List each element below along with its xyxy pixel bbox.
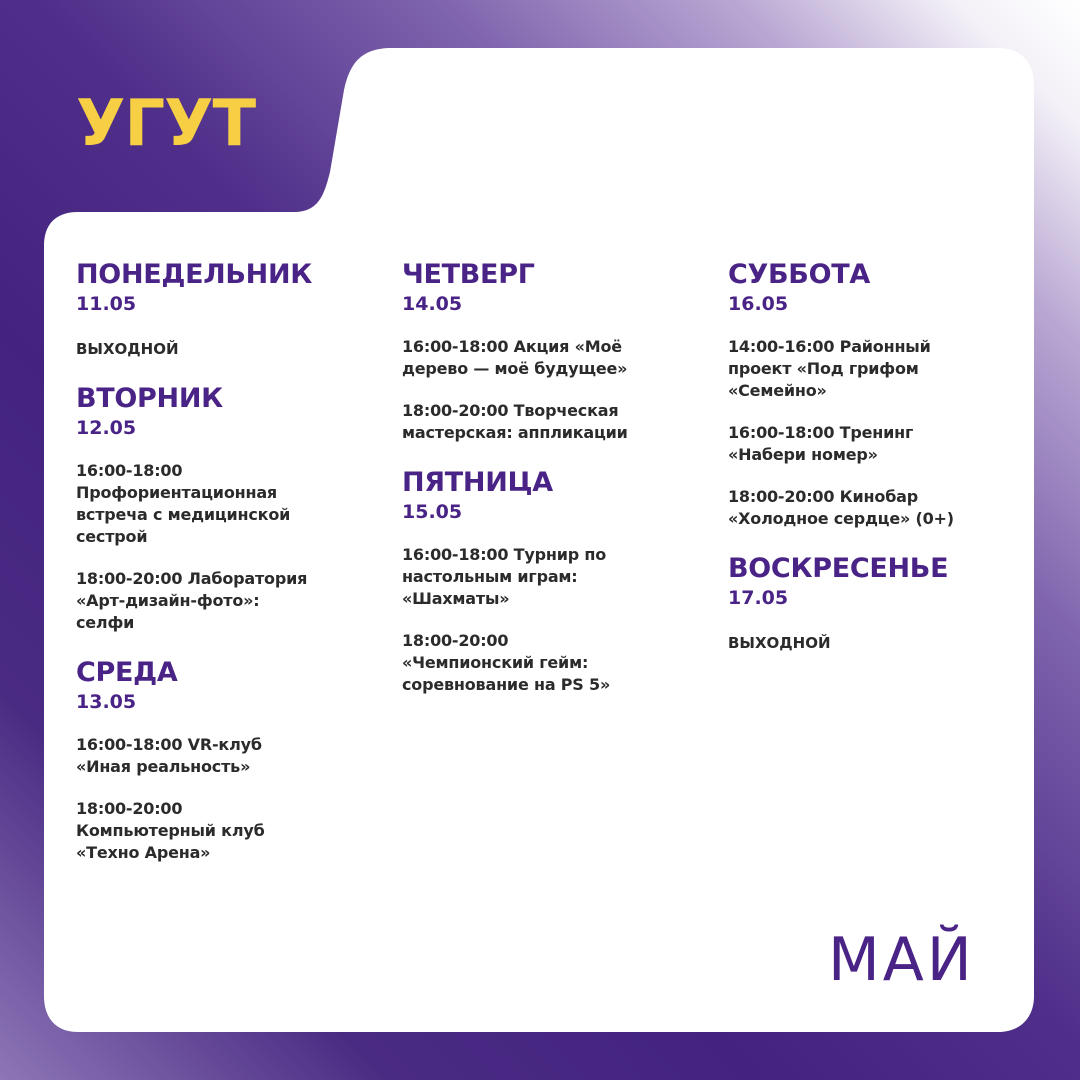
- event-item: [728, 486, 1028, 530]
- event-line: «Шахматы»: [402, 589, 510, 608]
- event-line: 16:00-18:00 Тренинг: [728, 423, 914, 442]
- event-line: селфи: [76, 613, 135, 632]
- day-name: ЧЕТВЕРГ: [402, 259, 535, 290]
- event-line: настольным играм:: [402, 567, 578, 586]
- schedule-column-3: [728, 258, 1028, 676]
- event-line: 16:00-18:00 Турнир по: [402, 545, 607, 564]
- event-line: «Набери номер»: [728, 445, 878, 464]
- day-off-label: ВЫХОДНОЙ: [76, 340, 179, 358]
- day-block: [76, 656, 376, 864]
- event-line: «Холодное сердце» (0+): [728, 509, 954, 528]
- day-date: 12.05: [76, 417, 137, 439]
- event-line: «Иная реальность»: [76, 757, 251, 776]
- day-date: 17.05: [728, 587, 789, 609]
- event-line: мастерская: аппликации: [402, 423, 628, 442]
- page-title: УГУТ: [76, 87, 256, 161]
- event-line: 18:00-20:00 Творческая: [402, 401, 619, 420]
- day-off-label: ВЫХОДНОЙ: [728, 634, 831, 652]
- day-block: [76, 382, 376, 634]
- event-line: 16:00-18:00: [76, 461, 183, 480]
- day-block: [728, 258, 1028, 530]
- day-block: [402, 466, 702, 696]
- event-item: [76, 568, 376, 634]
- event-line: 14:00-16:00 Районный: [728, 337, 931, 356]
- event-line: дерево — моё будущее»: [402, 359, 628, 378]
- event-line: 16:00-18:00 Акция «Моё: [402, 337, 622, 356]
- event-line: сестрой: [76, 527, 148, 546]
- day-block: [76, 258, 376, 360]
- schedule-column-1: [76, 258, 376, 886]
- event-line: «Техно Арена»: [76, 843, 211, 862]
- day-block: [402, 258, 702, 444]
- day-date: 15.05: [402, 501, 463, 523]
- event-line: «Семейно»: [728, 381, 827, 400]
- event-line: 16:00-18:00 VR-клуб: [76, 735, 262, 754]
- day-name: ПОНЕДЕЛЬНИК: [76, 259, 313, 290]
- event-line: соревнование на PS 5»: [402, 675, 611, 694]
- event-line: проект «Под грифом: [728, 359, 919, 378]
- day-name: ВТОРНИК: [76, 383, 223, 414]
- day-name: СРЕДА: [76, 657, 178, 688]
- day-date: 11.05: [76, 293, 137, 315]
- day-name: СУББОТА: [728, 259, 870, 290]
- event-line: 18:00-20:00 Кинобар: [728, 487, 919, 506]
- event-item: [76, 798, 376, 864]
- schedule-column-2: [402, 258, 702, 718]
- event-line: Компьютерный клуб: [76, 821, 265, 840]
- event-item: [76, 734, 376, 778]
- day-name: ВОСКРЕСЕНЬЕ: [728, 553, 949, 584]
- event-item: [76, 460, 376, 548]
- event-line: 18:00-20:00: [76, 799, 183, 818]
- day-date: 16.05: [728, 293, 789, 315]
- event-line: «Арт-дизайн-фото»:: [76, 591, 260, 610]
- event-line: 18:00-20:00: [402, 631, 509, 650]
- event-line: Профориентационная: [76, 483, 277, 502]
- event-item: [402, 630, 702, 696]
- event-item: [728, 422, 1028, 466]
- event-item: [402, 544, 702, 610]
- event-item: [402, 336, 702, 380]
- event-item: [728, 336, 1028, 402]
- month-label: МАЙ: [828, 925, 975, 995]
- day-date: 14.05: [402, 293, 463, 315]
- day-name: ПЯТНИЦА: [402, 467, 553, 498]
- day-date: 13.05: [76, 691, 137, 713]
- event-item: [402, 400, 702, 444]
- event-line: 18:00-20:00 Лаборатория: [76, 569, 308, 588]
- event-line: «Чемпионский гейм:: [402, 653, 589, 672]
- day-block: [728, 552, 1028, 654]
- event-line: встреча с медицинской: [76, 505, 291, 524]
